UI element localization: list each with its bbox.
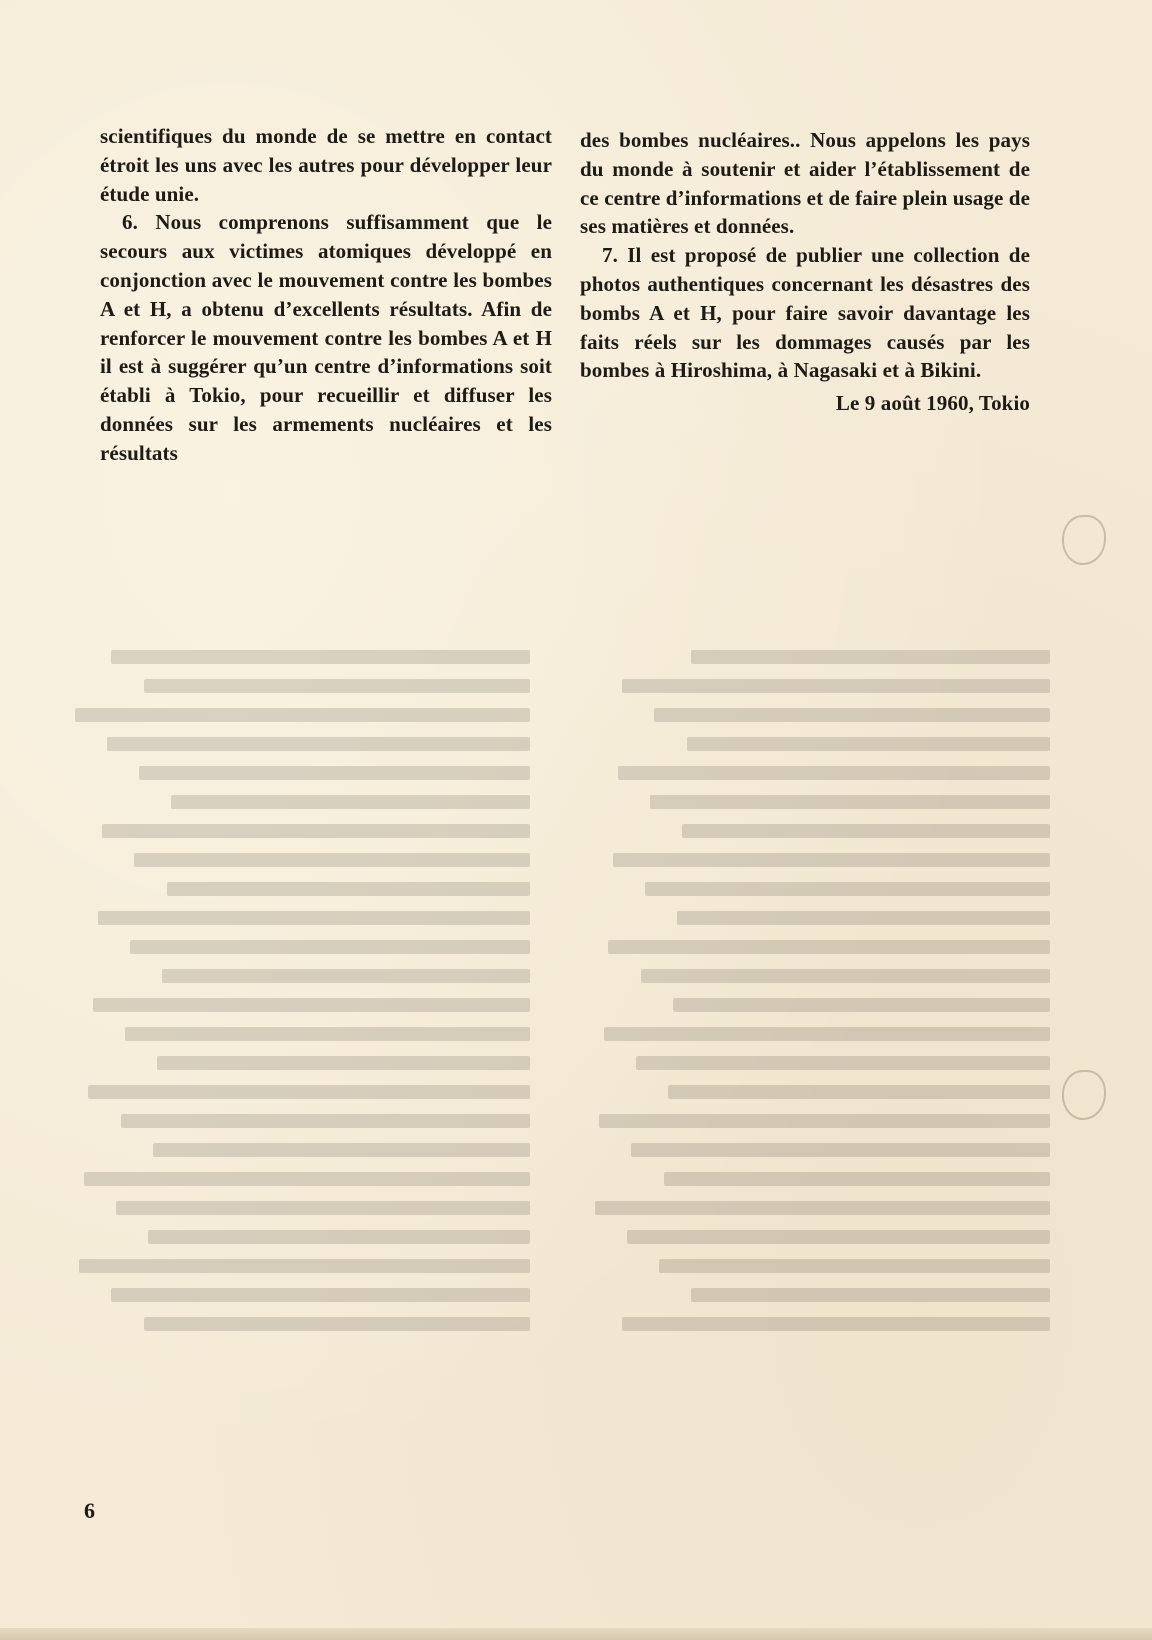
bleed-line xyxy=(627,1230,1050,1244)
bleed-line xyxy=(650,795,1050,809)
bleed-line xyxy=(98,911,530,925)
paragraph: 6. Nous comprenons suffisamment que le secours aux victimes atomiques développé en conjonction avec le mouvement contre les bombes A et H, a obtenu d’excellents résultats. Afin de renforcer le mouvement contre les bombes A et H il est à suggérer qu’un centre d’informations soit établi à Tokio, pour recueillir et diffuser les données sur les armements nucléaires et les résultats xyxy=(100,210,552,465)
bleed-line xyxy=(691,650,1050,664)
text-columns xyxy=(100,122,1030,468)
bleed-line xyxy=(622,1317,1050,1331)
bleed-line xyxy=(167,882,530,896)
bleed-line xyxy=(130,940,530,954)
bleed-line xyxy=(111,650,530,664)
bleed-line xyxy=(116,1201,530,1215)
bleed-line xyxy=(153,1143,530,1157)
bleed-line xyxy=(107,737,530,751)
bleed-line xyxy=(134,853,530,867)
bleed-line xyxy=(636,1056,1050,1070)
bleed-line xyxy=(691,1288,1050,1302)
bleed-line xyxy=(162,969,530,983)
bleed-line xyxy=(75,708,530,722)
bleed-line xyxy=(645,882,1050,896)
paper-stain xyxy=(1062,1070,1106,1120)
bleed-line xyxy=(613,853,1050,867)
reverse-side-bleed-through xyxy=(70,520,1050,1520)
paper-stain xyxy=(1062,515,1106,565)
bleed-line xyxy=(687,737,1050,751)
bleed-line xyxy=(595,1201,1050,1215)
bleed-line xyxy=(157,1056,530,1070)
bleed-line xyxy=(659,1259,1050,1273)
bleed-line xyxy=(622,679,1050,693)
paragraph: scientifiques du monde de se mettre en contact étroit les uns avec les autres pour développer leur étude unie. xyxy=(100,124,552,206)
bleed-column xyxy=(70,650,530,1346)
bleed-line xyxy=(111,1288,530,1302)
bleed-line xyxy=(673,998,1050,1012)
left-column xyxy=(100,122,552,468)
bleed-line xyxy=(121,1114,530,1128)
bleed-line xyxy=(102,824,530,838)
bleed-line xyxy=(618,766,1050,780)
bleed-line xyxy=(171,795,530,809)
bleed-text-lines xyxy=(70,650,1050,1346)
bleed-line xyxy=(139,766,530,780)
date-signature: Le 9 août 1960, Tokio xyxy=(835,391,1030,416)
paragraph: des bombes nucléaires.. Nous appelons les pays du monde à soutenir et aider l’établissement de ce centre d’informations et de faire plein usage de ses matières et données. xyxy=(580,128,1030,239)
bleed-column xyxy=(590,650,1050,1346)
bleed-line xyxy=(93,998,530,1012)
bleed-line xyxy=(148,1230,530,1244)
bleed-line xyxy=(144,1317,530,1331)
bleed-line xyxy=(654,708,1050,722)
bleed-line xyxy=(599,1114,1050,1128)
bleed-line xyxy=(641,969,1050,983)
bleed-line xyxy=(682,824,1050,838)
bleed-line xyxy=(79,1259,530,1273)
bleed-line xyxy=(88,1085,530,1099)
page-number: 6 xyxy=(84,1498,95,1523)
bleed-line xyxy=(631,1143,1050,1157)
bleed-line xyxy=(125,1027,530,1041)
bleed-line xyxy=(608,940,1050,954)
bleed-line xyxy=(668,1085,1050,1099)
bleed-line xyxy=(144,679,530,693)
bleed-line xyxy=(664,1172,1050,1186)
bleed-line xyxy=(604,1027,1050,1041)
page-edge xyxy=(0,1628,1152,1640)
bleed-line xyxy=(677,911,1050,925)
right-column xyxy=(580,126,1030,468)
bleed-line xyxy=(84,1172,530,1186)
paragraph: 7. Il est proposé de publier une collection de photos authentiques concernant les désastres des bombs A et H, pour faire savoir davantage les faits réels sur les dommages causés par les bombes à Hiroshima, à Nagasaki et à Bikini. xyxy=(580,243,1030,383)
